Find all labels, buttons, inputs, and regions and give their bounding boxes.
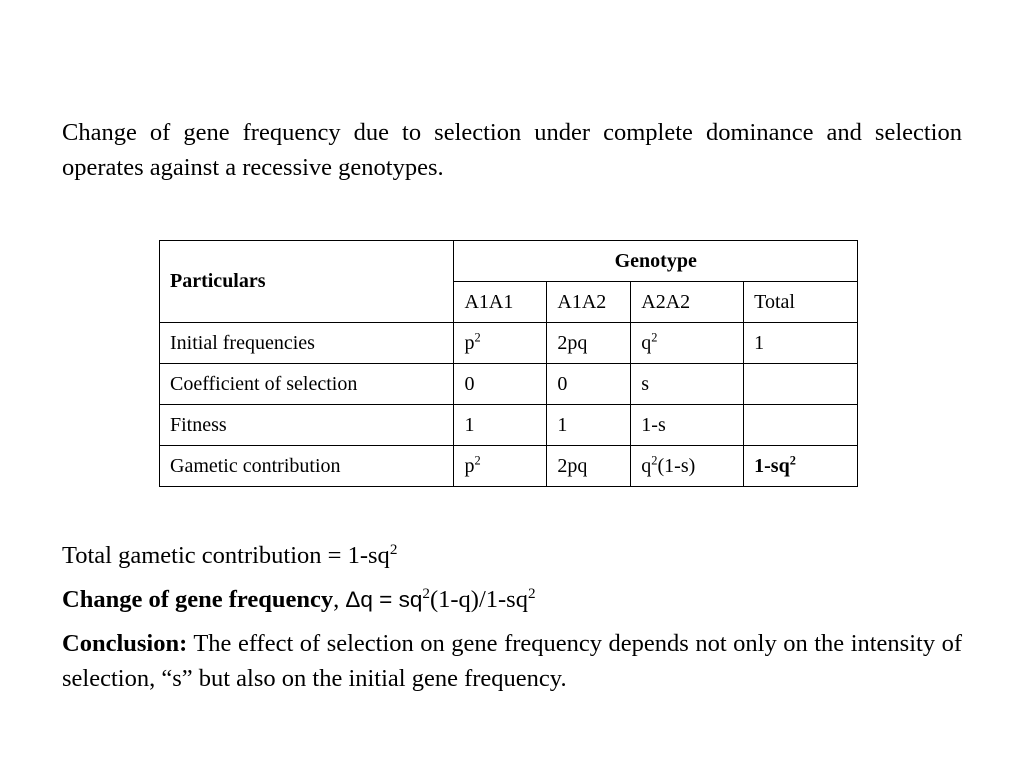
table-cell: $p^2$ xyxy=(454,323,547,364)
summary-section xyxy=(62,538,962,704)
table-cell: 1 xyxy=(744,323,858,364)
table-cell: 1 xyxy=(454,405,547,446)
total-cell: $1-sq^2$ xyxy=(744,446,858,487)
row-label: Initial frequencies xyxy=(160,323,454,364)
column-header: A1A2 xyxy=(547,282,631,323)
table-cell: 2pq xyxy=(547,323,631,364)
change-frequency-line: Change of gene frequency, $\Delta q = sq^2(1-q)/1-sq^2$ xyxy=(62,584,536,613)
table-cell: 1-s xyxy=(631,405,744,446)
conclusion-paragraph: Conclusion: The effect of selection on gene frequency depends not only on the intensity of selection, “s” but also on the initial gene frequency. xyxy=(62,630,962,692)
conclusion-label: Conclusion: xyxy=(62,630,188,657)
table-cell xyxy=(744,405,858,446)
table-cell: s xyxy=(631,364,744,405)
table-cell: 0 xyxy=(547,364,631,405)
change-frequency-label: Change of gene frequency xyxy=(62,586,334,613)
header-genotype: Genotype xyxy=(454,241,858,282)
table-cell: 2pq xyxy=(547,446,631,487)
total-contribution-line: Total gametic contribution = $1-sq^2$ xyxy=(62,540,398,569)
table-row xyxy=(160,405,858,446)
column-header: A1A1 xyxy=(454,282,547,323)
column-header: A2A2 xyxy=(631,282,744,323)
header-particulars: Particulars xyxy=(160,241,454,323)
row-label: Coefficient of selection xyxy=(160,364,454,405)
table-cell: $q^2$ xyxy=(631,323,744,364)
table-row xyxy=(160,446,858,487)
table-cell: $p^2$ xyxy=(454,446,547,487)
genotype-table xyxy=(159,240,858,487)
row-label: Gametic contribution xyxy=(160,446,454,487)
table-header-row xyxy=(160,241,858,282)
table-cell: 0 xyxy=(454,364,547,405)
table-cell: $q^2(1-s)$ xyxy=(631,446,744,487)
row-label: Fitness xyxy=(160,405,454,446)
intro-text: Change of gene frequency due to selection under complete dominance and selection operates against a recessive genotypes. xyxy=(62,119,962,181)
table-row xyxy=(160,323,858,364)
delta-formula: Δq = sq xyxy=(345,587,423,612)
table-cell: 1 xyxy=(547,405,631,446)
table-row xyxy=(160,364,858,405)
column-header: Total xyxy=(744,282,858,323)
table-cell xyxy=(744,364,858,405)
